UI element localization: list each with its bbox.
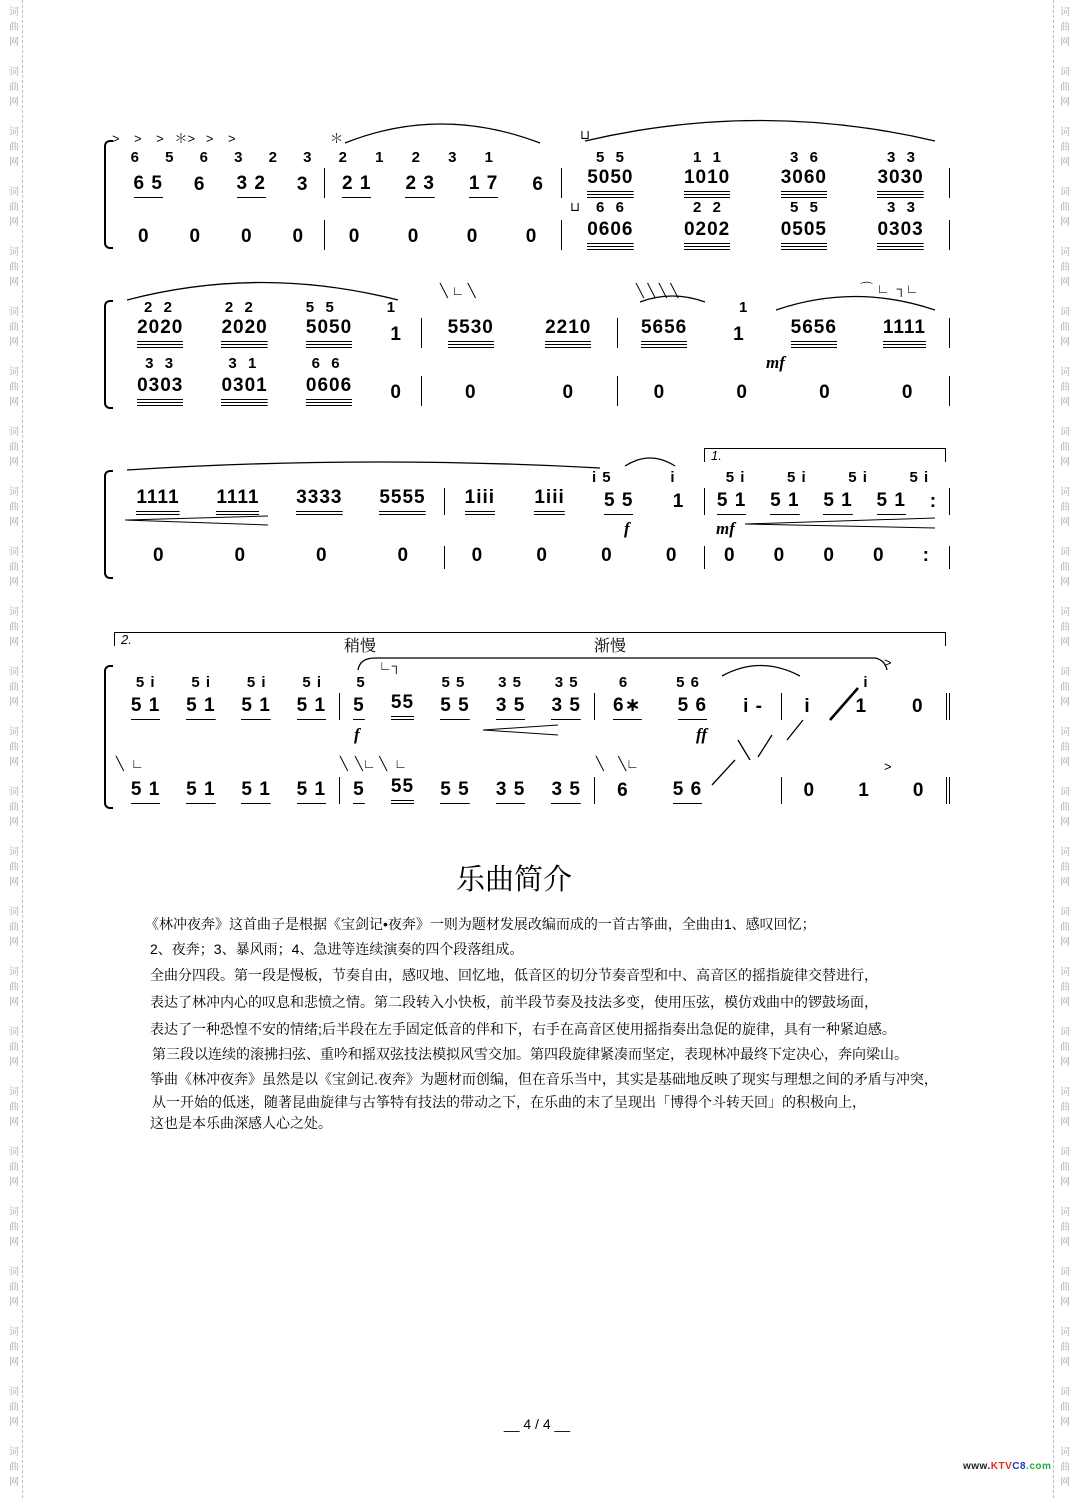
- note-group: 6: [199, 149, 209, 166]
- watermark-text: 词 曲 网: [9, 307, 19, 348]
- note-group: 2: [411, 149, 421, 166]
- intro-line: 《林冲夜奔》这首曲子是根据《宝剑记•夜奔》一则为题材发展改编而成的一首古筝曲，全曲由1、感叹回忆；: [145, 916, 816, 932]
- page-number: __ 4 / 4 __: [503, 1416, 571, 1432]
- note-group: 0: [911, 696, 924, 717]
- note-group: 2 3: [405, 174, 434, 198]
- note-group: 1: [390, 324, 402, 345]
- watermark-text: 词 曲 网: [1060, 847, 1070, 888]
- note-group: 6 5: [134, 174, 163, 198]
- slur: [625, 458, 675, 466]
- note-group: :: [922, 545, 930, 566]
- watermark-text: 词 曲 网: [9, 1147, 19, 1188]
- note-group: 0: [464, 382, 477, 403]
- note-group: 0: [665, 545, 678, 566]
- note-group: 1111: [216, 488, 259, 515]
- note-group: 5 5: [441, 674, 466, 691]
- intro-line: 从一开始的低迷，随著昆曲旋律与古筝特有技法的带动之下，在乐曲的末了呈现出「博得个斗转天回」的积极向上，: [152, 1094, 866, 1110]
- watermark-text: 词 曲 网: [9, 247, 19, 288]
- watermark-text: 词 曲 网: [1060, 127, 1070, 168]
- note-group: 0: [803, 780, 816, 801]
- slur: [776, 297, 935, 311]
- note-group: 5 i: [302, 674, 323, 691]
- note-group: 5 i: [787, 469, 807, 486]
- articulation-marks: ╲ ╲∟ ╲ ∟: [340, 756, 407, 771]
- site-suffix: .com: [1026, 1461, 1052, 1472]
- note-group: 6: [130, 149, 140, 166]
- articulation-marks: ╲ ╲ ╲ ╲: [636, 283, 679, 298]
- tempo-marking: 渐慢: [594, 638, 627, 655]
- note-group: 55: [391, 693, 414, 720]
- watermark-text: 词 曲 网: [9, 1387, 19, 1428]
- intro-title: 乐曲简介: [455, 864, 572, 896]
- slur: [345, 124, 540, 143]
- note-group: 6: [617, 780, 629, 801]
- note-group: 5 1: [877, 491, 906, 515]
- watermark-text: 词 曲 网: [1060, 1387, 1070, 1428]
- note-group: 2 2: [143, 299, 173, 316]
- watermark-text: 词 曲 网: [9, 1447, 19, 1488]
- site-prefix: www.: [963, 1461, 991, 1472]
- note-group: 5656: [641, 318, 687, 348]
- note-group: 2020: [221, 318, 267, 348]
- note-group: 1: [375, 149, 385, 166]
- note-group: 1iii: [465, 488, 495, 515]
- note-group: 3: [448, 149, 458, 166]
- watermark-text: 词 曲 网: [1060, 487, 1070, 528]
- watermark-text: 词 曲 网: [1060, 67, 1070, 108]
- note-group: 6 6: [311, 355, 341, 372]
- note-group: 5 1: [823, 491, 852, 515]
- note-group: 3030: [877, 168, 923, 198]
- note-group: 5: [353, 780, 365, 804]
- watermark-text: 词 曲 网: [1060, 547, 1070, 588]
- note-group: 1111: [883, 318, 926, 348]
- note-group: 3 5: [551, 696, 580, 720]
- note-group: 3 5: [498, 674, 522, 691]
- watermark-text: 词 曲 网: [9, 67, 19, 108]
- note-group: i: [804, 696, 811, 717]
- note-group: 3 6: [789, 149, 820, 166]
- note-group: 5: [353, 696, 365, 720]
- note-group: 3: [234, 149, 244, 166]
- note-group: 0: [292, 226, 305, 247]
- watermark-text: 词 曲 网: [9, 1027, 19, 1068]
- note-group: 5 6: [676, 674, 700, 691]
- note-group: 0: [773, 545, 786, 566]
- note-group: 5 5: [604, 491, 633, 515]
- note-group: i -: [743, 696, 763, 717]
- slur: [127, 283, 398, 301]
- watermark-text: 词 曲 网: [9, 1087, 19, 1128]
- watermark-text: 词 曲 网: [1060, 1267, 1070, 1308]
- watermark-text: 词 曲 网: [9, 1267, 19, 1308]
- note-group: 5 i: [246, 674, 267, 691]
- watermark-text: 词 曲 网: [1060, 1027, 1070, 1068]
- note-group: 0: [872, 545, 885, 566]
- note-group: 3: [296, 174, 309, 195]
- note-group: 5 1: [131, 780, 160, 804]
- articulation-marks: >: [884, 655, 892, 670]
- tempo-marking: 稍慢: [344, 638, 377, 655]
- note-group: i: [670, 469, 676, 486]
- note-group: 1: [855, 696, 868, 717]
- note-group: 5 1: [131, 696, 160, 720]
- note-group: 0303: [137, 376, 183, 406]
- watermark-text: 词 曲 网: [1060, 307, 1070, 348]
- note-group: 0505: [781, 220, 827, 250]
- note-group: 5 1: [770, 491, 799, 515]
- note-group: 3 1: [228, 355, 258, 372]
- note-group: 0: [397, 545, 410, 566]
- note-group: 0303: [877, 220, 923, 250]
- volta-bracket: 1.: [704, 448, 946, 462]
- watermark-text: 词 曲 网: [9, 667, 19, 708]
- slur: [358, 658, 887, 670]
- watermark-text: 词 曲 网: [9, 907, 19, 948]
- watermark-text: 词 曲 网: [1060, 427, 1070, 468]
- note-group: 3: [303, 149, 313, 166]
- site-ktv: KTV: [990, 1461, 1013, 1472]
- note-group: 5656: [791, 318, 837, 348]
- note-group: 1010: [684, 168, 730, 198]
- note-group: 0: [901, 382, 914, 403]
- note-group: 3333: [296, 488, 342, 515]
- note-group: 0: [536, 545, 548, 566]
- note-group: 0: [189, 226, 202, 247]
- note-group: 0606: [587, 220, 633, 250]
- hairpin-crescendo: [483, 725, 558, 735]
- note-group: 1iii: [534, 488, 564, 515]
- note-group: 3 3: [886, 149, 917, 166]
- note-group: 2 2: [224, 299, 254, 316]
- note-group: 0: [736, 382, 748, 403]
- dynamic-f: f: [624, 519, 630, 538]
- note-group: 2: [338, 149, 348, 166]
- articulation-marks: > > > ＊> > >: [112, 131, 236, 146]
- articulation-marks: ╲ ∟ ╲: [440, 283, 476, 298]
- note-group: 0: [525, 226, 538, 247]
- note-group: 5 6: [673, 780, 702, 804]
- note-group: 1 7: [469, 174, 498, 198]
- watermark-text: 词 曲 网: [1060, 607, 1070, 648]
- note-group: 5 1: [717, 491, 746, 515]
- slur: [127, 462, 600, 470]
- articulation-marks: >: [884, 759, 892, 774]
- note-group: 5 i: [909, 469, 930, 486]
- note-group: 5 1: [297, 696, 326, 720]
- note-group: 5 i: [848, 469, 868, 486]
- watermark-text: 词 曲 网: [9, 787, 19, 828]
- note-group: 6: [618, 674, 629, 691]
- watermark-text: 词 曲 网: [9, 1207, 19, 1248]
- note-group: 0: [152, 545, 165, 566]
- note-group: 5 5: [595, 149, 626, 166]
- note-group: 1111: [136, 488, 179, 515]
- watermark-text: 词 曲 网: [1060, 367, 1070, 408]
- note-group: 5530: [448, 318, 494, 348]
- note-group: 0202: [684, 220, 730, 250]
- intro-line: 2、夜奔；3、暴风雨；4、急进等连续演奏的四个段落组成。: [150, 941, 524, 957]
- note-group: 3 5: [551, 780, 580, 804]
- volta-bracket: 2.: [114, 632, 946, 646]
- watermark-text: 词 曲 网: [9, 367, 19, 408]
- articulation-marks: ⊔: [580, 127, 591, 142]
- dynamic-mf: mf: [716, 519, 735, 538]
- glissando-arrow: [830, 688, 858, 720]
- note-group: 6∗: [613, 696, 642, 720]
- note-group: 5 i: [135, 674, 156, 691]
- note-group: 3 5: [496, 696, 525, 720]
- intro-line: 第三段以连续的滚拂扫弦、重吟和摇双弦技法模拟风雪交加。第四段旋律紧凑而坚定，表现林冲最终下定决心，奔向梁山。: [152, 1046, 908, 1062]
- note-group: 3 3: [145, 355, 175, 372]
- watermark-text: 词 曲 网: [1060, 1087, 1070, 1128]
- watermark-text: 词 曲 网: [1060, 967, 1070, 1008]
- watermark-text: 词 曲 网: [9, 187, 19, 228]
- note-group: 6 6: [595, 199, 626, 216]
- note-group: 0606: [306, 376, 352, 406]
- watermark-text: 词 曲 网: [9, 847, 19, 888]
- note-group: 1: [738, 299, 749, 316]
- note-group: 2: [268, 149, 278, 166]
- note-group: 0: [724, 545, 736, 566]
- hairpin-crescendo: [745, 518, 935, 528]
- watermark-text: 词 曲 网: [1060, 667, 1070, 708]
- articulation-marks: ∟┐: [379, 658, 401, 673]
- articulation-marks: ⊔: [570, 199, 581, 214]
- dynamic-ff: ff: [696, 725, 708, 744]
- slur: [640, 296, 705, 302]
- articulation-marks: ⌒ ∟ ┐∟: [860, 281, 919, 296]
- note-group: 3 2: [237, 174, 266, 198]
- note-group: 0: [653, 382, 666, 403]
- watermark-text: 词 曲 网: [1060, 247, 1070, 288]
- note-group: 5 1: [297, 780, 326, 804]
- note-group: 5: [356, 674, 366, 691]
- intro-line: 表达了一种恐惶不安的情绪;后半段在左手固定低音的伴和下，右手在高音区使用摇指奏出急促的旋律，具有一种紧迫感。: [150, 1021, 896, 1037]
- watermark-text: 词 曲 网: [1060, 187, 1070, 228]
- note-group: 0: [315, 545, 328, 566]
- dynamic-f: f: [354, 725, 360, 744]
- intro-line: 表达了林冲内心的叹息和悲愤之情。第二段转入小快板，前半段节奏及技法多变，使用压弦，模仿戏曲中的锣鼓场面，: [150, 994, 878, 1010]
- intro-line: 筝曲《林冲夜奔》虽然是以《宝剑记.夜奔》为题材而创编，但在音乐当中，其实是基础地反映了现实与理想之间的矛盾与冲突，: [150, 1071, 938, 1087]
- note-group: 3 3: [886, 199, 917, 216]
- note-group: 1: [733, 324, 745, 345]
- glissando-arrow: [712, 720, 803, 785]
- note-group: 5555: [379, 488, 425, 515]
- watermark-text: 词 曲 网: [9, 727, 19, 768]
- note-group: 1: [672, 491, 685, 512]
- note-group: 5 i: [725, 469, 746, 486]
- watermark-text: 词 曲 网: [9, 127, 19, 168]
- note-group: 3 5: [554, 674, 579, 691]
- watermark-text: 词 曲 网: [1060, 7, 1070, 48]
- watermark-text: 词 曲 网: [9, 427, 19, 468]
- articulation-marks: ＊: [330, 131, 344, 146]
- watermark-text: 词 曲 网: [1060, 1207, 1070, 1248]
- watermark-text: 词 曲 网: [9, 607, 19, 648]
- note-group: 0: [390, 382, 402, 403]
- watermark-text: 词 曲 网: [9, 1327, 19, 1368]
- note-group: 0: [240, 226, 253, 247]
- articulation-marks: ╲ ╲∟: [596, 756, 639, 771]
- note-group: 5 6: [678, 696, 707, 720]
- watermark-text: 词 曲 网: [9, 967, 19, 1008]
- note-group: 6: [193, 174, 206, 195]
- note-group: 1: [386, 299, 397, 316]
- note-group: 2 2: [692, 199, 723, 216]
- note-group: 5050: [306, 318, 352, 348]
- slur: [585, 121, 935, 142]
- watermark-text: 词 曲 网: [1060, 727, 1070, 768]
- note-group: 1 1: [692, 149, 723, 166]
- note-group: 0: [137, 226, 150, 247]
- note-group: 5 5: [789, 199, 820, 216]
- note-group: 5 1: [186, 780, 215, 804]
- note-group: 0: [234, 545, 247, 566]
- intro-line: 这也是本乐曲深感人心之处。: [150, 1115, 332, 1131]
- note-group: 0: [912, 780, 925, 801]
- hairpin-crescendo: [125, 516, 268, 525]
- watermark-text: 词 曲 网: [9, 7, 19, 48]
- note-group: i: [863, 674, 869, 691]
- note-group: 3 5: [496, 780, 525, 804]
- note-group: 0: [823, 545, 835, 566]
- note-group: 0: [407, 226, 420, 247]
- watermark-text: 词 曲 网: [1060, 1447, 1070, 1488]
- note-group: 6: [532, 174, 544, 195]
- note-group: 55: [391, 777, 414, 804]
- watermark-text: 词 曲 网: [9, 487, 19, 528]
- intro-line: 全曲分四段。第一段是慢板，节奏自由，感叹地、回忆地，低音区的切分节奏音型和中、高音区的摇指旋律交替进行，: [150, 967, 878, 983]
- note-group: 5 5: [440, 780, 469, 804]
- note-group: 5 1: [241, 696, 270, 720]
- articulation-marks: ╲ ∟: [116, 756, 144, 771]
- note-group: 5 5: [305, 299, 335, 316]
- note-group: 5050: [587, 168, 633, 198]
- watermark-text: 词 曲 网: [1060, 787, 1070, 828]
- note-group: 0: [348, 226, 361, 247]
- watermark-text: 词 曲 网: [1060, 1327, 1070, 1368]
- dynamic-mf: mf: [766, 353, 785, 372]
- note-group: 5 1: [186, 696, 215, 720]
- note-group: 0: [466, 226, 479, 247]
- note-group: 0: [562, 382, 575, 403]
- note-group: 2020: [137, 318, 183, 348]
- note-group: i 5: [591, 469, 612, 486]
- note-group: 0: [601, 545, 613, 566]
- note-group: 2210: [545, 318, 591, 348]
- watermark-text: 词 曲 网: [1060, 1147, 1070, 1188]
- watermark-text: 词 曲 网: [9, 547, 19, 588]
- site-c8: C8: [1012, 1461, 1027, 1472]
- note-group: 0: [819, 382, 831, 403]
- note-group: 5 1: [241, 780, 270, 804]
- note-group: :: [929, 491, 938, 512]
- note-group: 5 5: [440, 696, 469, 720]
- note-group: 2 1: [342, 174, 371, 198]
- note-group: 1: [484, 149, 494, 166]
- watermark-text: 词 曲 网: [1060, 907, 1070, 948]
- slur: [722, 666, 800, 677]
- note-group: 0: [471, 545, 484, 566]
- note-group: 3060: [781, 168, 827, 198]
- note-group: 1: [858, 780, 870, 801]
- note-group: 5 i: [191, 674, 212, 691]
- note-group: 0301: [221, 376, 267, 406]
- note-group: 5: [165, 149, 175, 166]
- site-logo: [963, 1461, 1051, 1472]
